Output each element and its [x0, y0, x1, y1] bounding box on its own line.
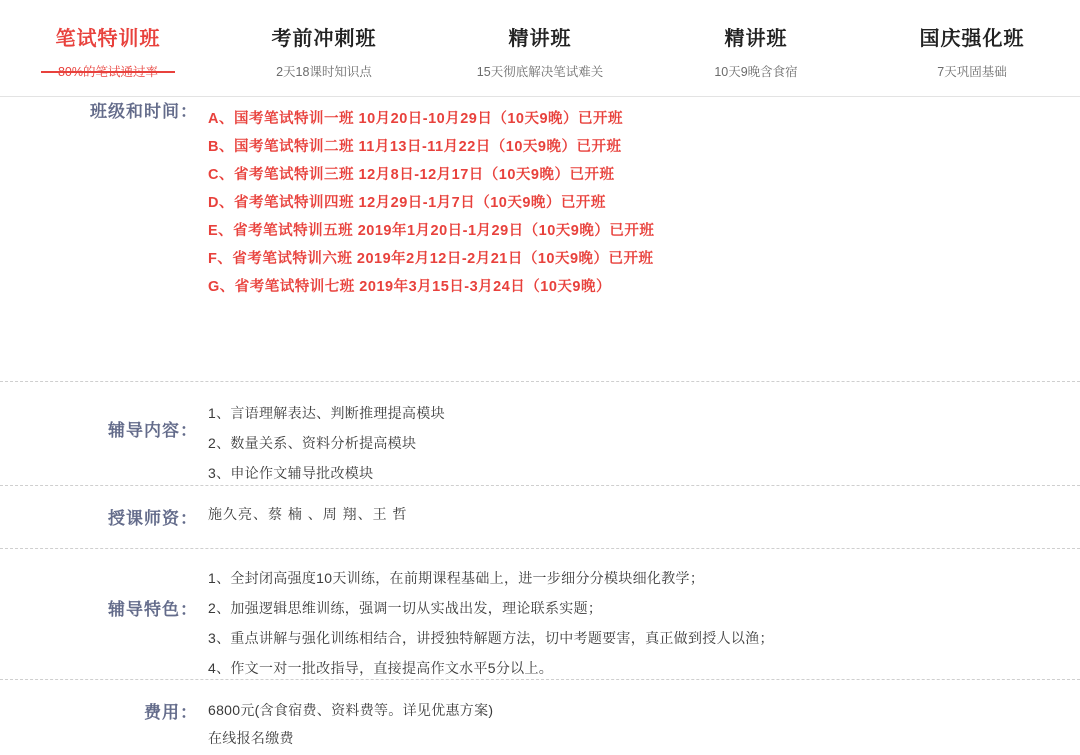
- list-item: 3、重点讲解与强化训练相结合，讲授独特解题方法，切中考题要害，真正做到授人以渔；: [208, 630, 774, 646]
- class-text: 省考笔试特训六班 2019年2月12日-2月21日（10天9晚）已开班: [232, 251, 654, 267]
- tab-title: 笔试特训班: [55, 28, 161, 50]
- row-teachers: [0, 486, 1080, 549]
- row-tutoring-content: [0, 382, 1080, 486]
- list-item: [208, 217, 1050, 245]
- row-label-teachers: 授课师资：: [108, 509, 198, 528]
- class-text: 省考笔试特训五班 2019年1月20日-1月29日（10天9晚）已开班: [233, 223, 655, 239]
- fee-amount: 6800元(含食宿费、资料费等。详见优惠方案): [208, 702, 494, 718]
- tab-subtitle: 7天巩固基础: [937, 65, 1007, 79]
- class-text: 省考笔试特训四班 12月29日-1月7日（10天9晚）已开班: [233, 195, 606, 211]
- course-tab-bar: [0, 0, 1080, 97]
- course-info-table: [0, 97, 1080, 755]
- row-label-content: 辅导内容：: [108, 421, 198, 440]
- list-item: [208, 189, 1050, 217]
- row-classes-and-time: [0, 97, 1080, 382]
- row-body-content: [208, 382, 1080, 488]
- tab-guoqing-qianghuaban[interactable]: [864, 0, 1080, 81]
- tab-jingjiangban-10[interactable]: [648, 0, 864, 81]
- class-letter: B、: [208, 139, 234, 155]
- tab-title: 精讲班: [508, 28, 572, 50]
- row-label-fee: 费用：: [144, 703, 198, 722]
- class-text: 省考笔试特训三班 12月8日-12月17日（10天9晚）已开班: [233, 167, 615, 183]
- row-features: [0, 549, 1080, 680]
- class-text: 国考笔试特训二班 11月13日-11月22日（10天9晚）已开班: [233, 139, 622, 155]
- list-item: 3、申论作文辅导批改模块: [208, 465, 374, 481]
- class-letter: A、: [208, 111, 234, 127]
- row-body-features: [208, 549, 1080, 683]
- list-item: 4、作文一对一批改指导，直接提高作文水平5分以上。: [208, 660, 554, 676]
- class-text: 省考笔试特训七班 2019年3月15日-3月24日（10天9晚）: [234, 279, 611, 295]
- class-list: [208, 97, 1050, 301]
- tab-subtitle: 10天9晚含食宿: [714, 65, 798, 79]
- tab-kaoqian-chongciban[interactable]: [216, 0, 432, 81]
- list-item: 2、加强逻辑思维训练，强调一切从实战出发，理论联系实题；: [208, 600, 603, 616]
- list-item: [208, 245, 1050, 273]
- class-letter: G、: [208, 279, 235, 295]
- row-label-features: 辅导特色：: [108, 600, 198, 619]
- active-tab-underline: [41, 71, 175, 73]
- tab-subtitle: 2天18课时知识点: [276, 65, 372, 79]
- tab-subtitle: 15天彻底解决笔试难关: [476, 65, 604, 79]
- list-item: 1、言语理解表达、判断推理提高模块: [208, 405, 445, 421]
- list-item: [208, 133, 1050, 161]
- class-letter: E、: [208, 223, 234, 239]
- online-enroll-link[interactable]: 在线报名缴费: [208, 730, 294, 746]
- class-letter: D、: [208, 195, 234, 211]
- list-item: [208, 273, 1050, 301]
- tab-bishi-texunban[interactable]: [0, 0, 216, 81]
- tab-title: 考前冲刺班: [271, 28, 377, 50]
- tab-jingjiangban-15[interactable]: [432, 0, 648, 81]
- row-body-classes: [208, 97, 1080, 301]
- row-body-fee: [208, 680, 1080, 752]
- class-letter: C、: [208, 167, 234, 183]
- list-item: 1、全封闭高强度10天训练，在前期课程基础上，进一步细分分模块细化教学；: [208, 570, 705, 586]
- class-text: 国考笔试特训一班 10月20日-10月29日（10天9晚）已开班: [233, 111, 624, 127]
- list-item: [208, 161, 1050, 189]
- tab-title: 精讲班: [724, 28, 788, 50]
- row-body-teachers: [208, 486, 1080, 524]
- list-item: [208, 105, 1050, 133]
- tab-title: 国庆强化班: [919, 28, 1025, 50]
- row-fee: [0, 680, 1080, 755]
- class-letter: F、: [208, 251, 233, 267]
- row-label-classes: 班级和时间：: [90, 102, 198, 121]
- teachers-text: 施久亮、蔡 楠 、周 翔、王 哲: [208, 506, 408, 522]
- list-item: 2、数量关系、资料分析提高模块: [208, 435, 417, 451]
